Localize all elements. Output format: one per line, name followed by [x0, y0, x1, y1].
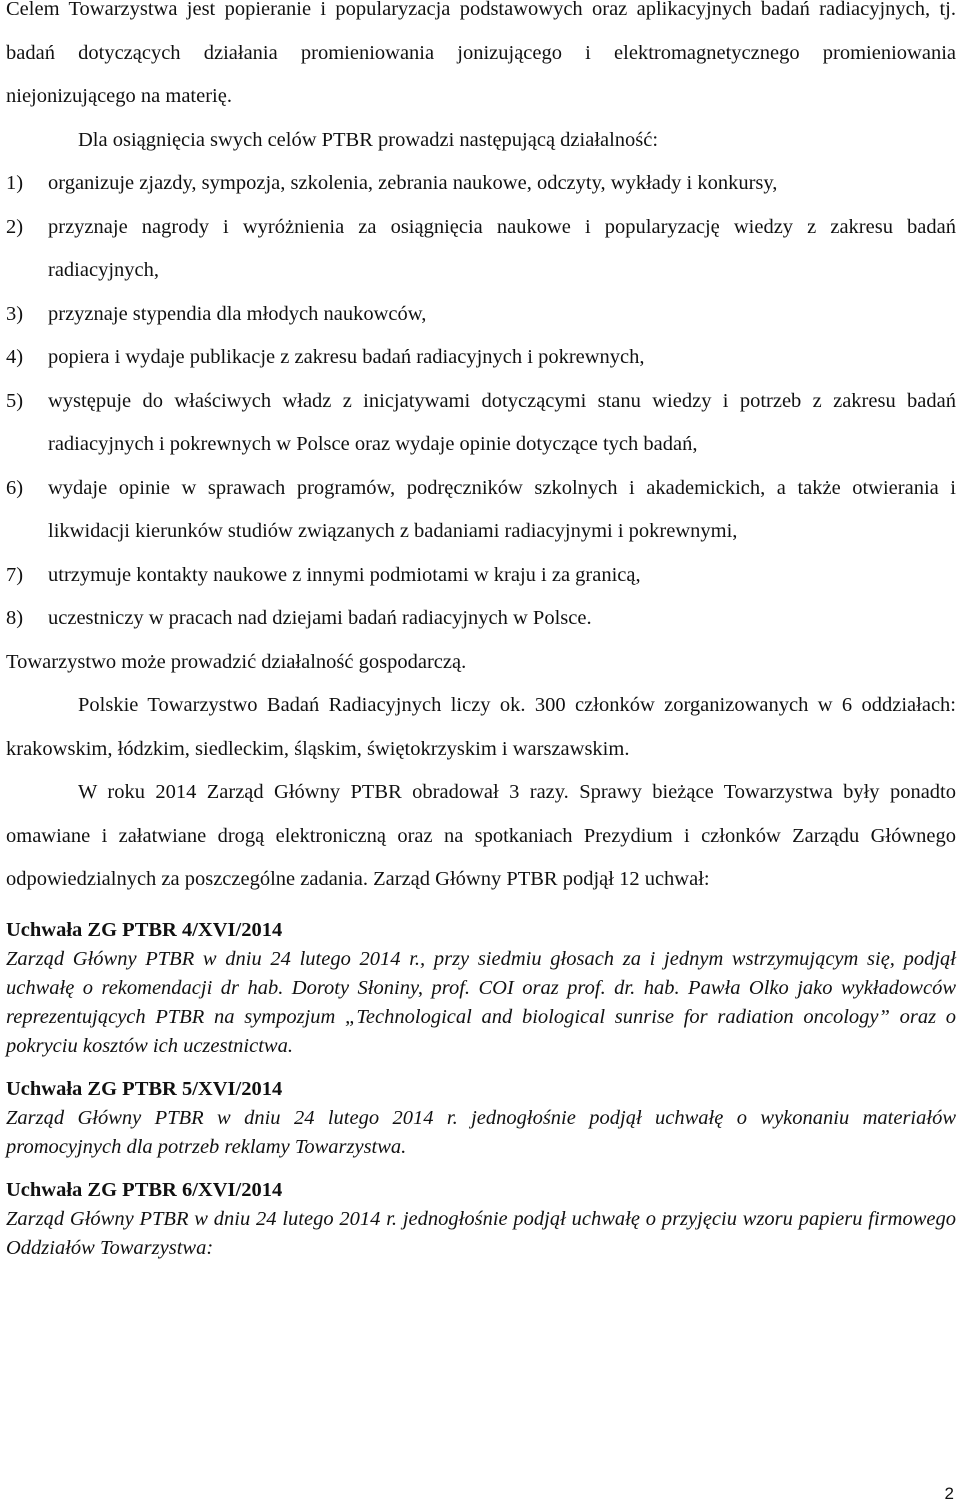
list-item-text: organizuje zjazdy, sympozja, szkolenia, zebrania naukowe, odczyty, wykłady i konkursy, — [48, 172, 778, 194]
list-item — [6, 206, 956, 293]
page-number: 2 — [944, 1484, 954, 1503]
list-item — [6, 293, 956, 337]
list-item-number: 5) — [6, 389, 24, 412]
list-item — [6, 162, 956, 206]
resolution-title: Uchwała ZG PTBR 5/XVI/2014 — [6, 1077, 283, 1100]
list-item — [6, 380, 956, 467]
resolution-body: Zarząd Główny PTBR w dniu 24 lutego 2014 r. jednogłośnie podjął uchwałę o wykonaniu materiałów promocyjnych dla potrzeb reklamy Towarzystwa. — [6, 1106, 956, 1158]
resolution-body: Zarząd Główny PTBR w dniu 24 lutego 2014 r. jednogłośnie podjął uchwałę o przyjęciu wzoru papieru firmowego Oddziałów Towarzystwa: — [6, 1207, 956, 1259]
list-item-text: utrzymuje kontakty naukowe z innymi podmiotami w kraju i za granicą, — [48, 563, 641, 586]
list-item-number: 7) — [6, 563, 24, 586]
list-item-text: przyznaje stypendia dla młodych naukowców, — [48, 302, 427, 325]
resolutions-section — [6, 916, 956, 1263]
list-item-text: przyznaje nagrody i wyróżnienia za osiągnięcia naukowe i popularyzację wiedzy z zakresu badań radiacyjnych, — [48, 215, 956, 281]
list-item-text: występuje do właściwych władz z inicjatywami dotyczącymi stanu wiedzy i potrzeb z zakresu badań radiacyjnych i pokrewnych w Polsce oraz wydaje opinie dotyczące tych badań, — [48, 389, 956, 455]
list-item-number: 3) — [6, 302, 24, 325]
list-item-number: 6) — [6, 476, 24, 499]
list-item-number: 1) — [6, 172, 24, 194]
resolution-title: Uchwała ZG PTBR 4/XVI/2014 — [6, 918, 283, 941]
list-item-number: 4) — [6, 346, 24, 368]
resolution-title: Uchwała ZG PTBR 6/XVI/2014 — [6, 1178, 283, 1201]
list-item-number: 8) — [6, 607, 24, 629]
board-paragraph: W roku 2014 Zarząd Główny PTBR obradował 3 razy. Sprawy bieżące Towarzystwa były ponadto omawiane i załatwiane drogą elektroniczną oraz na spotkaniach Prezydium i członków Zarządu Głównego odpowiedzialnych za poszczególne zadania. Zarząd Główny PTBR podjął 12 uchwał: — [6, 781, 956, 890]
list-item-number: 2) — [6, 215, 24, 238]
list-item — [6, 467, 956, 554]
resolution — [6, 1176, 956, 1263]
intro-paragraph: Celem Towarzystwa jest popieranie i popularyzacja podstawowych oraz aplikacyjnych badań radiacyjnych, tj. badań dotyczących działania promieniowania jonizującego i elektromagnetycznego promieniowania niejonizującego na materię. — [6, 0, 956, 107]
list-item-text: wydaje opinie w sprawach programów, podręczników szkolnych i akademickich, a także otwierania i likwidacji kierunków studiów związanych z badaniami radiacyjnymi i pokrewnymi, — [48, 476, 956, 542]
activities-heading: Dla osiągnięcia swych celów PTBR prowadzi następującą działalność: — [78, 128, 659, 151]
activities-list — [6, 162, 956, 641]
resolution — [6, 916, 956, 1061]
business-sentence: Towarzystwo może prowadzić działalność gospodarczą. — [6, 650, 467, 673]
list-item-text: popiera i wydaje publikacje z zakresu badań radiacyjnych i pokrewnych, — [48, 346, 645, 368]
document-page — [6, 0, 956, 1277]
resolution — [6, 1075, 956, 1162]
list-item — [6, 336, 956, 380]
list-item-text: uczestniczy w pracach nad dziejami badań radiacyjnych w Polsce. — [48, 607, 592, 629]
list-item — [6, 597, 956, 641]
list-item — [6, 554, 956, 598]
resolution-body: Zarząd Główny PTBR w dniu 24 lutego 2014 r., przy siedmiu głosach za i jednym wstrzymującym się, podjął uchwałę o rekomendacji dr hab. Doroty Słoniny, prof. COI oraz prof. dr. hab. Pawła Olko jako wykładowców reprezentujących PTBR na sympozjum „Technological and biological sunrise for radiation oncology” oraz o pokryciu kosztów ich uczestnictwa. — [6, 947, 956, 1057]
members-paragraph: Polskie Towarzystwo Badań Radiacyjnych liczy ok. 300 członków zorganizowanych w 6 oddziałach: krakowskim, łódzkim, siedleckim, śląskim, świętokrzyskim i warszawskim. — [6, 694, 956, 760]
